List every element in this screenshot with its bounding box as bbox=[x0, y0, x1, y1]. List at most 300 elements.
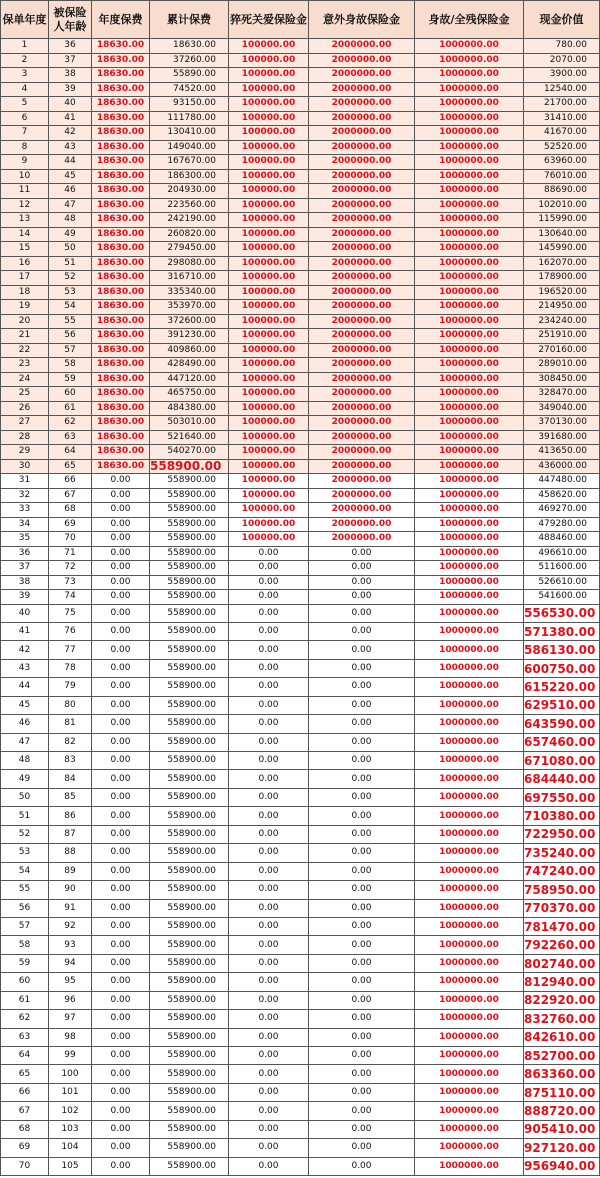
insured-age-cell: 72 bbox=[49, 561, 92, 576]
death-disability-benefit-cell: 1000000.00 bbox=[415, 155, 524, 170]
annual-premium-cell: 18630.00 bbox=[92, 372, 150, 387]
cumulative-premium-cell: 558900.00 bbox=[150, 881, 229, 899]
sudden-death-benefit-cell: 100000.00 bbox=[229, 271, 309, 286]
accidental-death-benefit-cell: 2000000.00 bbox=[309, 184, 415, 199]
death-disability-benefit-cell: 1000000.00 bbox=[415, 788, 524, 806]
cumulative-premium-cell: 223560.00 bbox=[150, 198, 229, 213]
table-row bbox=[1, 659, 600, 677]
table-row bbox=[1, 68, 600, 83]
insured-age-cell: 41 bbox=[49, 111, 92, 126]
cash-value-cell: 458620.00 bbox=[524, 488, 600, 503]
table-row bbox=[1, 169, 600, 184]
annual-premium-cell: 18630.00 bbox=[92, 53, 150, 68]
table-row bbox=[1, 1102, 600, 1120]
table-row bbox=[1, 430, 600, 445]
policy-year-cell: 62 bbox=[1, 1010, 49, 1028]
cumulative-premium-cell: 353970.00 bbox=[150, 300, 229, 315]
sudden-death-benefit-cell: 0.00 bbox=[229, 696, 309, 714]
policy-year-cell: 21 bbox=[1, 329, 49, 344]
cumulative-premium-cell: 558900.00 bbox=[150, 825, 229, 843]
death-disability-benefit-cell: 1000000.00 bbox=[415, 401, 524, 416]
death-disability-benefit-cell: 1000000.00 bbox=[415, 372, 524, 387]
sudden-death-benefit-cell: 0.00 bbox=[229, 1010, 309, 1028]
table-row bbox=[1, 329, 600, 344]
annual-premium-cell: 0.00 bbox=[92, 899, 150, 917]
annual-premium-cell: 18630.00 bbox=[92, 126, 150, 141]
annual-premium-cell: 0.00 bbox=[92, 622, 150, 640]
cumulative-premium-cell: 558900.00 bbox=[150, 1083, 229, 1101]
sudden-death-benefit-cell: 100000.00 bbox=[229, 213, 309, 228]
cash-value-cell: 178900.00 bbox=[524, 271, 600, 286]
death-disability-benefit-cell: 1000000.00 bbox=[415, 604, 524, 622]
table-row bbox=[1, 1047, 600, 1065]
accidental-death-benefit-cell: 0.00 bbox=[309, 678, 415, 696]
sudden-death-benefit-cell: 0.00 bbox=[229, 733, 309, 751]
accidental-death-benefit-cell: 2000000.00 bbox=[309, 314, 415, 329]
table-row bbox=[1, 39, 600, 54]
sudden-death-benefit-cell: 100000.00 bbox=[229, 126, 309, 141]
sudden-death-benefit-cell: 100000.00 bbox=[229, 387, 309, 402]
sudden-death-benefit-cell: 100000.00 bbox=[229, 488, 309, 503]
death-disability-benefit-cell: 1000000.00 bbox=[415, 862, 524, 880]
death-disability-benefit-cell: 1000000.00 bbox=[415, 184, 524, 199]
cash-value-cell: 863360.00 bbox=[524, 1065, 600, 1083]
sudden-death-benefit-cell: 100000.00 bbox=[229, 358, 309, 373]
cash-value-cell: 600750.00 bbox=[524, 659, 600, 677]
death-disability-benefit-cell: 1000000.00 bbox=[415, 575, 524, 590]
policy-year-cell: 40 bbox=[1, 604, 49, 622]
accidental-death-benefit-cell: 0.00 bbox=[309, 1083, 415, 1101]
table-row bbox=[1, 1120, 600, 1138]
insured-age-cell: 49 bbox=[49, 227, 92, 242]
sudden-death-benefit-cell: 0.00 bbox=[229, 973, 309, 991]
cash-value-cell: 888720.00 bbox=[524, 1102, 600, 1120]
annual-premium-cell: 0.00 bbox=[92, 517, 150, 532]
cash-value-cell: 496610.00 bbox=[524, 546, 600, 561]
insured-age-cell: 87 bbox=[49, 825, 92, 843]
death-disability-benefit-cell: 1000000.00 bbox=[415, 343, 524, 358]
insured-age-cell: 61 bbox=[49, 401, 92, 416]
cumulative-premium-cell: 558900.00 bbox=[150, 788, 229, 806]
cumulative-premium-cell: 465750.00 bbox=[150, 387, 229, 402]
annual-premium-cell: 18630.00 bbox=[92, 459, 150, 474]
cumulative-premium-cell: 74520.00 bbox=[150, 82, 229, 97]
table-row bbox=[1, 546, 600, 561]
accidental-death-benefit-cell: 0.00 bbox=[309, 954, 415, 972]
cash-value-cell: 812940.00 bbox=[524, 973, 600, 991]
death-disability-benefit-cell: 1000000.00 bbox=[415, 641, 524, 659]
cumulative-premium-cell: 279450.00 bbox=[150, 242, 229, 257]
cumulative-premium-cell: 558900.00 bbox=[150, 1157, 229, 1175]
policy-year-cell: 68 bbox=[1, 1120, 49, 1138]
death-disability-benefit-cell: 1000000.00 bbox=[415, 227, 524, 242]
accidental-death-benefit-cell: 0.00 bbox=[309, 604, 415, 622]
death-disability-benefit-cell: 1000000.00 bbox=[415, 416, 524, 431]
table-row bbox=[1, 184, 600, 199]
policy-year-cell: 28 bbox=[1, 430, 49, 445]
death-disability-benefit-cell: 1000000.00 bbox=[415, 1157, 524, 1175]
sudden-death-benefit-cell: 0.00 bbox=[229, 899, 309, 917]
insured-age-cell: 53 bbox=[49, 285, 92, 300]
annual-premium-cell: 0.00 bbox=[92, 991, 150, 1009]
cumulative-premium-cell: 558900.00 bbox=[150, 862, 229, 880]
annual-premium-cell: 0.00 bbox=[92, 503, 150, 518]
annual-premium-cell: 0.00 bbox=[92, 715, 150, 733]
policy-year-cell: 35 bbox=[1, 532, 49, 547]
table-row bbox=[1, 503, 600, 518]
table-row bbox=[1, 416, 600, 431]
accidental-death-benefit-cell: 0.00 bbox=[309, 917, 415, 935]
sudden-death-benefit-cell: 0.00 bbox=[229, 546, 309, 561]
annual-premium-cell: 18630.00 bbox=[92, 271, 150, 286]
cash-value-cell: 196520.00 bbox=[524, 285, 600, 300]
insured-age-cell: 73 bbox=[49, 575, 92, 590]
insured-age-cell: 98 bbox=[49, 1028, 92, 1046]
header-row bbox=[1, 1, 600, 39]
accidental-death-benefit-cell: 0.00 bbox=[309, 1102, 415, 1120]
table-row bbox=[1, 213, 600, 228]
insured-age-cell: 78 bbox=[49, 659, 92, 677]
annual-premium-cell: 0.00 bbox=[92, 1102, 150, 1120]
policy-year-cell: 66 bbox=[1, 1083, 49, 1101]
table-row bbox=[1, 825, 600, 843]
sudden-death-benefit-cell: 100000.00 bbox=[229, 372, 309, 387]
cash-value-cell: 832760.00 bbox=[524, 1010, 600, 1028]
annual-premium-cell: 0.00 bbox=[92, 862, 150, 880]
death-disability-benefit-cell: 1000000.00 bbox=[415, 242, 524, 257]
accidental-death-benefit-cell: 0.00 bbox=[309, 1120, 415, 1138]
cumulative-premium-cell: 558900.00 bbox=[150, 973, 229, 991]
policy-year-cell: 34 bbox=[1, 517, 49, 532]
cash-value-cell: 541600.00 bbox=[524, 590, 600, 605]
cumulative-premium-cell: 558900.00 bbox=[150, 917, 229, 935]
cash-value-cell: 822920.00 bbox=[524, 991, 600, 1009]
sudden-death-benefit-cell: 100000.00 bbox=[229, 329, 309, 344]
cash-value-cell: 234240.00 bbox=[524, 314, 600, 329]
accidental-death-benefit-cell: 2000000.00 bbox=[309, 227, 415, 242]
sudden-death-benefit-cell: 0.00 bbox=[229, 991, 309, 1009]
insured-age-cell: 100 bbox=[49, 1065, 92, 1083]
cash-value-cell: 349040.00 bbox=[524, 401, 600, 416]
cash-value-cell: 479280.00 bbox=[524, 517, 600, 532]
sudden-death-benefit-cell: 100000.00 bbox=[229, 445, 309, 460]
annual-premium-cell: 0.00 bbox=[92, 788, 150, 806]
death-disability-benefit-cell: 1000000.00 bbox=[415, 899, 524, 917]
cumulative-premium-cell: 111780.00 bbox=[150, 111, 229, 126]
annual-premium-cell: 0.00 bbox=[92, 1139, 150, 1157]
table-row bbox=[1, 770, 600, 788]
cumulative-premium-cell: 558900.00 bbox=[150, 991, 229, 1009]
cash-value-cell: 447480.00 bbox=[524, 474, 600, 489]
table-row bbox=[1, 1028, 600, 1046]
policy-year-cell: 45 bbox=[1, 696, 49, 714]
accidental-death-benefit-cell: 2000000.00 bbox=[309, 517, 415, 532]
death-disability-benefit-cell: 1000000.00 bbox=[415, 271, 524, 286]
cumulative-premium-cell: 558900.00 bbox=[150, 659, 229, 677]
cash-value-cell: 102010.00 bbox=[524, 198, 600, 213]
cumulative-premium-cell: 186300.00 bbox=[150, 169, 229, 184]
sudden-death-benefit-cell: 0.00 bbox=[229, 1157, 309, 1175]
annual-premium-cell: 0.00 bbox=[92, 546, 150, 561]
insured-age-cell: 56 bbox=[49, 329, 92, 344]
accidental-death-benefit-cell: 0.00 bbox=[309, 862, 415, 880]
cash-value-cell: 21700.00 bbox=[524, 97, 600, 112]
annual-premium-cell: 0.00 bbox=[92, 1010, 150, 1028]
annual-premium-cell: 0.00 bbox=[92, 881, 150, 899]
cumulative-premium-cell: 558900.00 bbox=[150, 899, 229, 917]
table-row bbox=[1, 97, 600, 112]
death-disability-benefit-cell: 1000000.00 bbox=[415, 503, 524, 518]
death-disability-benefit-cell: 1000000.00 bbox=[415, 140, 524, 155]
cumulative-premium-cell: 558900.00 bbox=[150, 770, 229, 788]
cash-value-cell: 905410.00 bbox=[524, 1120, 600, 1138]
sudden-death-benefit-cell: 0.00 bbox=[229, 954, 309, 972]
annual-premium-cell: 18630.00 bbox=[92, 343, 150, 358]
policy-year-cell: 10 bbox=[1, 169, 49, 184]
insured-age-cell: 88 bbox=[49, 844, 92, 862]
sudden-death-benefit-cell: 0.00 bbox=[229, 1028, 309, 1046]
insured-age-cell: 68 bbox=[49, 503, 92, 518]
annual-premium-cell: 0.00 bbox=[92, 532, 150, 547]
cumulative-premium-cell: 558900.00 bbox=[150, 622, 229, 640]
cumulative-premium-cell: 558900.00 bbox=[150, 1065, 229, 1083]
insured-age-cell: 50 bbox=[49, 242, 92, 257]
sudden-death-benefit-cell: 0.00 bbox=[229, 561, 309, 576]
annual-premium-cell: 18630.00 bbox=[92, 213, 150, 228]
death-disability-benefit-cell: 1000000.00 bbox=[415, 1047, 524, 1065]
insured-age-cell: 45 bbox=[49, 169, 92, 184]
annual-premium-cell: 18630.00 bbox=[92, 82, 150, 97]
death-disability-benefit-cell: 1000000.00 bbox=[415, 97, 524, 112]
insured-age-cell: 47 bbox=[49, 198, 92, 213]
insured-age-cell: 102 bbox=[49, 1102, 92, 1120]
insured-age-cell: 97 bbox=[49, 1010, 92, 1028]
sudden-death-benefit-cell: 100000.00 bbox=[229, 285, 309, 300]
insured-age-cell: 86 bbox=[49, 807, 92, 825]
death-disability-benefit-cell: 1000000.00 bbox=[415, 770, 524, 788]
annual-premium-cell: 18630.00 bbox=[92, 314, 150, 329]
table-row bbox=[1, 53, 600, 68]
accidental-death-benefit-cell: 0.00 bbox=[309, 807, 415, 825]
cash-value-cell: 747240.00 bbox=[524, 862, 600, 880]
accidental-death-benefit-cell: 2000000.00 bbox=[309, 372, 415, 387]
header-insured-age-label bbox=[54, 6, 87, 34]
cumulative-premium-cell: 130410.00 bbox=[150, 126, 229, 141]
cash-value-cell: 852700.00 bbox=[524, 1047, 600, 1065]
accidental-death-benefit-cell: 0.00 bbox=[309, 622, 415, 640]
death-disability-benefit-cell: 1000000.00 bbox=[415, 517, 524, 532]
accidental-death-benefit-cell: 2000000.00 bbox=[309, 300, 415, 315]
table-row bbox=[1, 936, 600, 954]
annual-premium-cell: 18630.00 bbox=[92, 97, 150, 112]
sudden-death-benefit-cell: 0.00 bbox=[229, 1139, 309, 1157]
annual-premium-cell: 18630.00 bbox=[92, 184, 150, 199]
policy-year-cell: 9 bbox=[1, 155, 49, 170]
death-disability-benefit-cell: 1000000.00 bbox=[415, 198, 524, 213]
annual-premium-cell: 18630.00 bbox=[92, 111, 150, 126]
policy-year-cell: 27 bbox=[1, 416, 49, 431]
accidental-death-benefit-cell: 2000000.00 bbox=[309, 343, 415, 358]
annual-premium-cell: 0.00 bbox=[92, 678, 150, 696]
policy-year-cell: 16 bbox=[1, 256, 49, 271]
accidental-death-benefit-cell: 2000000.00 bbox=[309, 459, 415, 474]
death-disability-benefit-cell: 1000000.00 bbox=[415, 430, 524, 445]
policy-year-cell: 60 bbox=[1, 973, 49, 991]
policy-year-cell: 69 bbox=[1, 1139, 49, 1157]
cumulative-premium-cell: 428490.00 bbox=[150, 358, 229, 373]
cash-value-cell: 130640.00 bbox=[524, 227, 600, 242]
cash-value-cell: 684440.00 bbox=[524, 770, 600, 788]
insured-age-cell: 69 bbox=[49, 517, 92, 532]
annual-premium-cell: 0.00 bbox=[92, 1083, 150, 1101]
insured-age-cell: 79 bbox=[49, 678, 92, 696]
policy-year-cell: 38 bbox=[1, 575, 49, 590]
table-row bbox=[1, 227, 600, 242]
cumulative-premium-cell: 558900.00 bbox=[150, 733, 229, 751]
death-disability-benefit-cell: 1000000.00 bbox=[415, 314, 524, 329]
cumulative-premium-cell: 335340.00 bbox=[150, 285, 229, 300]
insured-age-cell: 55 bbox=[49, 314, 92, 329]
accidental-death-benefit-cell: 2000000.00 bbox=[309, 213, 415, 228]
death-disability-benefit-cell: 1000000.00 bbox=[415, 358, 524, 373]
sudden-death-benefit-cell: 100000.00 bbox=[229, 111, 309, 126]
policy-year-cell: 51 bbox=[1, 807, 49, 825]
death-disability-benefit-cell: 1000000.00 bbox=[415, 659, 524, 677]
cash-value-cell: 615220.00 bbox=[524, 678, 600, 696]
cash-value-cell: 697550.00 bbox=[524, 788, 600, 806]
insured-age-cell: 40 bbox=[49, 97, 92, 112]
policy-year-cell: 12 bbox=[1, 198, 49, 213]
cumulative-premium-cell: 298080.00 bbox=[150, 256, 229, 271]
table-row bbox=[1, 314, 600, 329]
death-disability-benefit-cell: 1000000.00 bbox=[415, 917, 524, 935]
table-row bbox=[1, 1010, 600, 1028]
cash-value-cell: 842610.00 bbox=[524, 1028, 600, 1046]
policy-year-cell: 31 bbox=[1, 474, 49, 489]
annual-premium-cell: 0.00 bbox=[92, 1028, 150, 1046]
death-disability-benefit-cell: 1000000.00 bbox=[415, 1102, 524, 1120]
insured-age-cell: 99 bbox=[49, 1047, 92, 1065]
policy-year-cell: 48 bbox=[1, 752, 49, 770]
accidental-death-benefit-cell: 2000000.00 bbox=[309, 53, 415, 68]
cash-value-cell: 289010.00 bbox=[524, 358, 600, 373]
annual-premium-cell: 0.00 bbox=[92, 474, 150, 489]
policy-year-cell: 13 bbox=[1, 213, 49, 228]
policy-year-cell: 42 bbox=[1, 641, 49, 659]
insured-age-cell: 48 bbox=[49, 213, 92, 228]
insured-age-cell: 42 bbox=[49, 126, 92, 141]
cash-value-cell: 162070.00 bbox=[524, 256, 600, 271]
accidental-death-benefit-cell: 0.00 bbox=[309, 659, 415, 677]
accidental-death-benefit-cell: 2000000.00 bbox=[309, 401, 415, 416]
sudden-death-benefit-cell: 100000.00 bbox=[229, 97, 309, 112]
accidental-death-benefit-cell: 0.00 bbox=[309, 788, 415, 806]
header-cash-value: 现金价值 bbox=[524, 1, 600, 39]
policy-year-cell: 67 bbox=[1, 1102, 49, 1120]
policy-year-cell: 19 bbox=[1, 300, 49, 315]
cash-value-cell: 722950.00 bbox=[524, 825, 600, 843]
insured-age-cell: 76 bbox=[49, 622, 92, 640]
sudden-death-benefit-cell: 0.00 bbox=[229, 1102, 309, 1120]
table-row bbox=[1, 788, 600, 806]
annual-premium-cell: 0.00 bbox=[92, 590, 150, 605]
accidental-death-benefit-cell: 2000000.00 bbox=[309, 155, 415, 170]
cumulative-premium-cell: 558900.00 bbox=[150, 575, 229, 590]
accidental-death-benefit-cell: 2000000.00 bbox=[309, 285, 415, 300]
policy-year-cell: 3 bbox=[1, 68, 49, 83]
accidental-death-benefit-cell: 2000000.00 bbox=[309, 387, 415, 402]
policy-year-cell: 23 bbox=[1, 358, 49, 373]
sudden-death-benefit-cell: 100000.00 bbox=[229, 416, 309, 431]
accidental-death-benefit-cell: 2000000.00 bbox=[309, 242, 415, 257]
death-disability-benefit-cell: 1000000.00 bbox=[415, 532, 524, 547]
sudden-death-benefit-cell: 0.00 bbox=[229, 1047, 309, 1065]
policy-year-cell: 46 bbox=[1, 715, 49, 733]
annual-premium-cell: 18630.00 bbox=[92, 242, 150, 257]
policy-year-cell: 32 bbox=[1, 488, 49, 503]
accidental-death-benefit-cell: 2000000.00 bbox=[309, 532, 415, 547]
policy-year-cell: 24 bbox=[1, 372, 49, 387]
cash-value-cell: 671080.00 bbox=[524, 752, 600, 770]
cash-value-cell: 780.00 bbox=[524, 39, 600, 54]
table-row bbox=[1, 488, 600, 503]
table-row bbox=[1, 752, 600, 770]
death-disability-benefit-cell: 1000000.00 bbox=[415, 807, 524, 825]
cumulative-premium-cell: 558900.00 bbox=[150, 752, 229, 770]
cumulative-premium-cell: 391230.00 bbox=[150, 329, 229, 344]
table-row bbox=[1, 271, 600, 286]
insured-age-cell: 75 bbox=[49, 604, 92, 622]
cash-value-cell: 88690.00 bbox=[524, 184, 600, 199]
annual-premium-cell: 0.00 bbox=[92, 1065, 150, 1083]
insured-age-cell: 85 bbox=[49, 788, 92, 806]
accidental-death-benefit-cell: 0.00 bbox=[309, 546, 415, 561]
death-disability-benefit-cell: 1000000.00 bbox=[415, 1065, 524, 1083]
accidental-death-benefit-cell: 0.00 bbox=[309, 991, 415, 1009]
cumulative-premium-cell: 503010.00 bbox=[150, 416, 229, 431]
policy-year-cell: 65 bbox=[1, 1065, 49, 1083]
cash-value-cell: 436000.00 bbox=[524, 459, 600, 474]
death-disability-benefit-cell: 1000000.00 bbox=[415, 1083, 524, 1101]
insured-age-cell: 70 bbox=[49, 532, 92, 547]
policy-year-cell: 49 bbox=[1, 770, 49, 788]
policy-year-cell: 6 bbox=[1, 111, 49, 126]
annual-premium-cell: 0.00 bbox=[92, 752, 150, 770]
annual-premium-cell: 18630.00 bbox=[92, 358, 150, 373]
sudden-death-benefit-cell: 0.00 bbox=[229, 659, 309, 677]
table-row bbox=[1, 1139, 600, 1157]
table-row bbox=[1, 140, 600, 155]
policy-year-cell: 29 bbox=[1, 445, 49, 460]
annual-premium-cell: 0.00 bbox=[92, 1047, 150, 1065]
cumulative-premium-cell: 558900.00 bbox=[150, 1010, 229, 1028]
accidental-death-benefit-cell: 2000000.00 bbox=[309, 503, 415, 518]
accidental-death-benefit-cell: 2000000.00 bbox=[309, 445, 415, 460]
sudden-death-benefit-cell: 100000.00 bbox=[229, 474, 309, 489]
cash-value-cell: 469270.00 bbox=[524, 503, 600, 518]
cash-value-cell: 556530.00 bbox=[524, 604, 600, 622]
insured-age-cell: 101 bbox=[49, 1083, 92, 1101]
insured-age-cell: 84 bbox=[49, 770, 92, 788]
insured-age-cell: 36 bbox=[49, 39, 92, 54]
cash-value-cell: 145990.00 bbox=[524, 242, 600, 257]
cash-value-cell: 956940.00 bbox=[524, 1157, 600, 1175]
accidental-death-benefit-cell: 2000000.00 bbox=[309, 198, 415, 213]
annual-premium-cell: 0.00 bbox=[92, 659, 150, 677]
sudden-death-benefit-cell: 0.00 bbox=[229, 881, 309, 899]
sudden-death-benefit-cell: 100000.00 bbox=[229, 68, 309, 83]
accidental-death-benefit-cell: 2000000.00 bbox=[309, 474, 415, 489]
